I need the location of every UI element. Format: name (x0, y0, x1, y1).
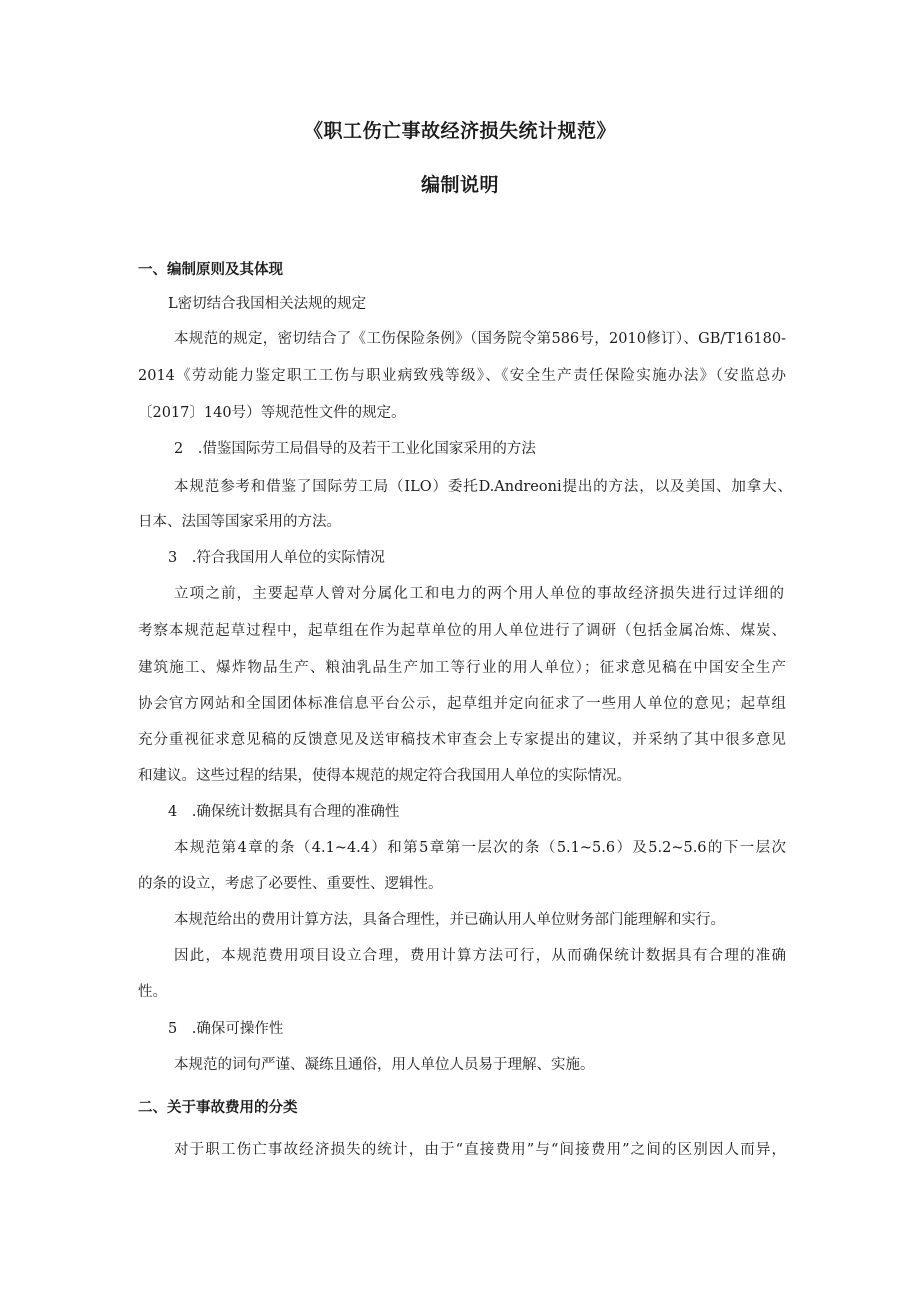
paragraph-line: 协会官方网站和全国团体标准信息平台公示，起草组并定向征求了一些用人单位的意见；起草组 (138, 696, 786, 712)
paragraph-line: 本规范参考和借鉴了国际劳工局（ILO）委托D.Andreoni提出的方法，以及美国、加拿大、 (174, 479, 792, 495)
paragraph-line: 日本、法国等国家采用的方法。 (138, 514, 341, 530)
item-heading: 2 .借鉴国际劳工局倡导的及若干工业化国家采用的方法 (174, 441, 536, 457)
document-subtitle: 编制说明 (420, 174, 499, 196)
document-title: 《职工伤亡事故经济损失统计规范》 (303, 120, 616, 142)
paragraph-line: 建筑施工、爆炸物品生产、粮油乳品生产加工等行业的用人单位）；征求意见稿在中国安全生产 (138, 660, 786, 676)
item-heading: 5 .确保可操作性 (168, 1021, 284, 1037)
paragraph-line: 和建议。这些过程的结果，使得本规范的规定符合我国用人单位的实际情况。 (138, 768, 631, 784)
paragraph-line: 对于职工伤亡事故经济损失的统计，由于“直接费用”与“间接费用”之间的区别因人而异， (174, 1142, 786, 1158)
paragraph-line: 性。 (138, 984, 167, 1000)
paragraph-line: 本规范给出的费用计算方法，具备合理性，并已确认用人单位财务部门能理解和实行。 (174, 912, 725, 928)
item-heading: L密切结合我国相关法规的规定 (168, 296, 367, 312)
paragraph-line: 2014《劳动能力鉴定职工工伤与职业病致残等级》、《安全生产责任保险实施办法》（安监总办 (138, 368, 786, 384)
item-heading: 3 .符合我国用人单位的实际情况 (168, 550, 385, 566)
paragraph-line: 〔2017〕140号）等规范性文件的规定。 (138, 405, 406, 421)
paragraph-line: 本规范的规定，密切结合了《工伤保险条例》（国务院令第586号，2010修订）、GB/T16180- (174, 331, 786, 347)
paragraph-line: 立项之前，主要起草人曾对分属化工和电力的两个用人单位的事故经济损失进行过详细的 (174, 586, 784, 602)
paragraph-line: 本规范第4章的条（4.1~4.4）和第5章第一层次的条（5.1~5.6）及5.2~5.6的下一层次 (174, 840, 786, 856)
item-heading: 4 .确保统计数据具有合理的准确性 (168, 804, 400, 820)
paragraph-line: 考察本规范起草过程中，起草组在作为起草单位的用人单位进行了调研（包括金属冶炼、煤炭、 (138, 623, 786, 639)
section-heading: 二、关于事故费用的分类 (138, 1100, 298, 1116)
paragraph-line: 的条的设立，考虑了必要性、重要性、逻辑性。 (138, 876, 443, 892)
paragraph-line: 充分重视征求意见稿的反馈意见及送审稿技术审查会上专家提出的建议，并采纳了其中很多意见 (138, 732, 786, 748)
section-heading: 一、编制原则及其体现 (138, 262, 283, 278)
paragraph-line: 本规范的词句严谨、凝练且通俗，用人单位人员易于理解、实施。 (174, 1057, 595, 1073)
paragraph-line: 因此，本规范费用项目设立合理，费用计算方法可行，从而确保统计数据具有合理的准确 (174, 948, 786, 964)
